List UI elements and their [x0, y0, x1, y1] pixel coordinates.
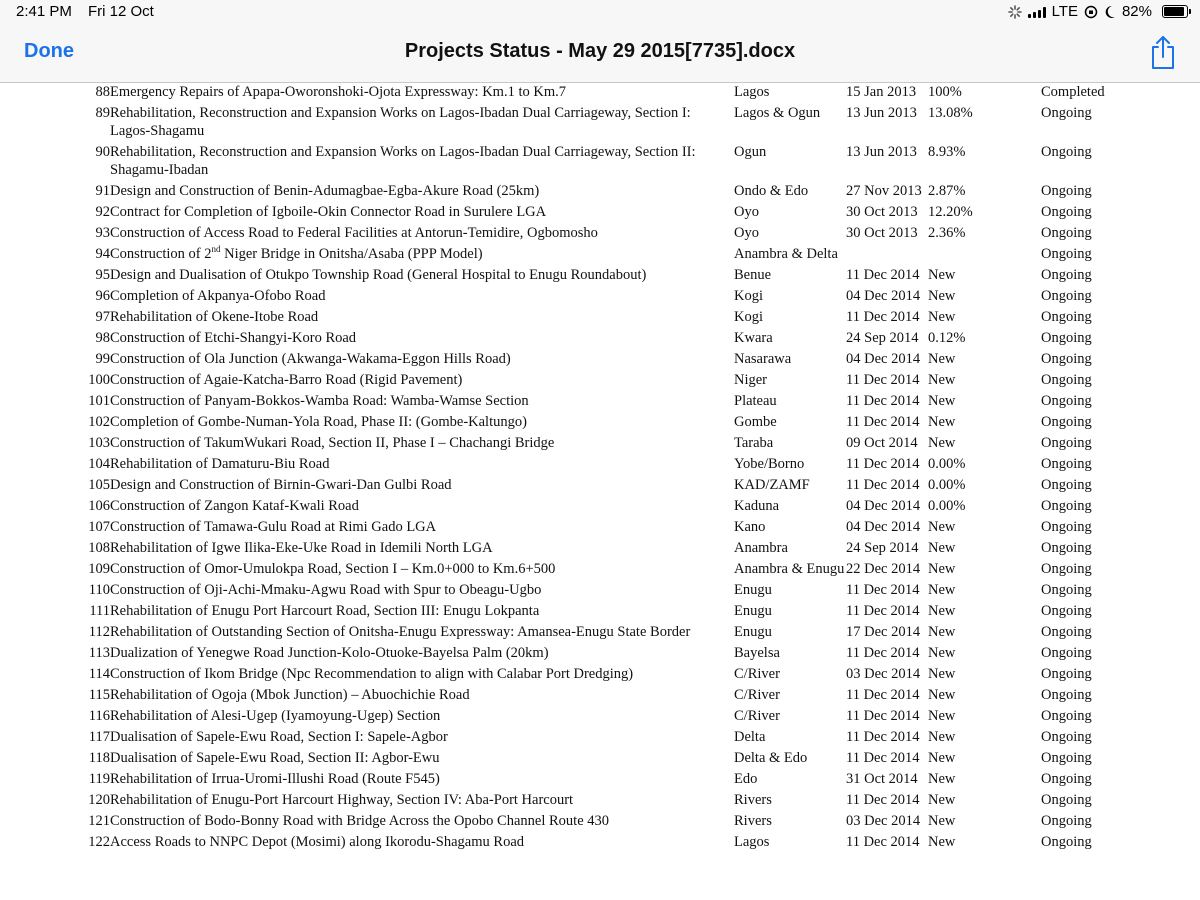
percent-complete: New	[928, 372, 956, 388]
award-date: 11 Dec 2014	[846, 393, 920, 409]
row-number: 107	[88, 519, 110, 535]
percent-complete: New	[928, 687, 956, 703]
table-row	[80, 434, 1161, 455]
award-date: 11 Dec 2014	[846, 729, 920, 745]
table-row	[80, 812, 1161, 833]
project-status: Ongoing	[1041, 288, 1092, 304]
project-state: Oyo	[734, 204, 759, 220]
project-state: KAD/ZAMF	[734, 477, 810, 493]
award-date: 11 Dec 2014	[846, 372, 920, 388]
row-number: 88	[95, 84, 110, 100]
project-name: Dualization of Yenegwe Road Junction-Kolo-Otuoke-Bayelsa Palm (20km)	[110, 645, 549, 661]
row-number: 112	[88, 624, 110, 640]
percent-complete: 0.00%	[928, 498, 966, 514]
project-state: C/River	[734, 666, 780, 682]
project-status: Ongoing	[1041, 183, 1092, 199]
project-name: Construction of Bodo-Bonny Road with Bridge Across the Opobo Channel Route 430	[110, 813, 610, 829]
project-status: Ongoing	[1041, 105, 1092, 121]
project-status: Ongoing	[1041, 204, 1092, 220]
award-date: 11 Dec 2014	[846, 687, 920, 703]
project-state: Benue	[734, 267, 772, 283]
status-indicators	[1008, 3, 1188, 20]
project-state: Bayelsa	[734, 645, 780, 661]
project-state: Lagos & Ogun	[734, 105, 821, 121]
table-row	[80, 350, 1161, 371]
percent-complete: 0.00%	[928, 477, 966, 493]
project-status: Ongoing	[1041, 540, 1092, 556]
project-name-text: Niger Bridge in Onitsha/Asaba (PPP Model)	[220, 246, 483, 262]
project-state: Gombe	[734, 414, 777, 430]
project-state: Enugu	[734, 624, 772, 640]
project-name: Construction of Panyam-Bokkos-Wamba Road: Wamba-Wamse Section	[110, 393, 529, 409]
table-row	[80, 581, 1161, 602]
percent-complete: 0.00%	[928, 456, 966, 472]
row-number: 116	[88, 708, 110, 724]
project-status: Ongoing	[1041, 687, 1092, 703]
project-status: Ongoing	[1041, 624, 1092, 640]
project-name: Access Roads to NNPC Depot (Mosimi) along Ikorodu-Shagamu Road	[110, 834, 525, 850]
award-date: 30 Oct 2013	[846, 225, 918, 241]
row-number: 102	[88, 414, 110, 430]
project-state: Kwara	[734, 330, 773, 346]
percent-complete: New	[928, 519, 956, 535]
percent-complete: New	[928, 834, 956, 850]
percent-complete: New	[928, 435, 956, 451]
award-date: 13 Jun 2013	[846, 144, 917, 160]
project-status: Ongoing	[1041, 435, 1092, 451]
project-status: Ongoing	[1041, 750, 1092, 766]
project-state: Lagos	[734, 834, 770, 850]
battery-icon	[1162, 5, 1188, 18]
project-name: Construction of Zangon Kataf-Kwali Road	[110, 498, 359, 514]
project-name-text: Construction of 2	[110, 246, 212, 262]
award-date: 22 Dec 2014	[846, 561, 921, 577]
table-row	[80, 686, 1161, 707]
table-row	[80, 245, 1161, 266]
award-date: 04 Dec 2014	[846, 351, 921, 367]
table-row	[80, 308, 1161, 329]
percent-complete: 100%	[928, 84, 962, 100]
project-name: Design and Dualisation of Otukpo Township Road (General Hospital to Enugu Roundabout)	[110, 267, 647, 283]
project-name: Rehabilitation of Enugu Port Harcourt Road, Section III: Enugu Lokpanta	[110, 603, 540, 619]
project-name: Construction of Oji-Achi-Mmaku-Agwu Road with Spur to Obeagu-Ugbo	[110, 582, 542, 598]
row-number: 95	[95, 267, 110, 283]
rotation-lock-icon	[1084, 5, 1098, 19]
project-name: Rehabilitation of Alesi-Ugep (Iyamoyung-Ugep) Section	[110, 708, 441, 724]
project-status: Ongoing	[1041, 771, 1092, 787]
percent-complete: 2.87%	[928, 183, 966, 199]
percent-complete: New	[928, 645, 956, 661]
project-state: Delta	[734, 729, 766, 745]
table-row	[80, 224, 1161, 245]
award-date: 24 Sep 2014	[846, 540, 919, 556]
project-name: Construction of TakumWukari Road, Section II, Phase I – Chachangi Bridge	[110, 435, 555, 451]
project-status: Ongoing	[1041, 813, 1092, 829]
signal-icon	[1028, 6, 1046, 18]
project-status: Completed	[1041, 84, 1105, 100]
project-state: Enugu	[734, 582, 772, 598]
percent-complete: New	[928, 582, 956, 598]
row-number: 118	[88, 750, 110, 766]
project-name: Rehabilitation of Enugu-Port Harcourt Highway, Section IV: Aba-Port Harcourt	[110, 792, 574, 808]
percent-complete: New	[928, 309, 956, 325]
project-status: Ongoing	[1041, 645, 1092, 661]
project-status: Ongoing	[1041, 792, 1092, 808]
percent-complete: New	[928, 267, 956, 283]
status-time: 2:41 PM	[16, 3, 72, 20]
project-state: Ogun	[734, 144, 767, 160]
table-row	[80, 413, 1161, 434]
percent-complete: New	[928, 603, 956, 619]
project-status: Ongoing	[1041, 267, 1092, 283]
percent-complete: New	[928, 792, 956, 808]
award-date: 24 Sep 2014	[846, 330, 919, 346]
table-row	[80, 266, 1161, 287]
table-row	[80, 749, 1161, 770]
award-date	[846, 245, 928, 266]
project-status: Ongoing	[1041, 330, 1092, 346]
loading-icon	[1008, 5, 1022, 19]
project-name: Rehabilitation, Reconstruction and Expansion Works on Lagos-Ibadan Dual Carriageway, Section I: Lagos-Shagamu	[110, 105, 691, 139]
project-name: Design and Construction of Birnin-Gwari-Dan Gulbi Road	[110, 477, 452, 493]
project-name: Rehabilitation, Reconstruction and Expansion Works on Lagos-Ibadan Dual Carriageway, Section II: Shagamu-Ibadan	[110, 144, 696, 178]
row-number: 120	[88, 792, 110, 808]
project-state: Kano	[734, 519, 766, 535]
project-status: Ongoing	[1041, 603, 1092, 619]
row-number: 122	[88, 834, 110, 850]
award-date: 13 Jun 2013	[846, 105, 917, 121]
row-number: 94	[95, 246, 110, 262]
project-state: Anambra & Delta	[734, 246, 838, 262]
project-name: Construction of Omor-Umulokpa Road, Section I – Km.0+000 to Km.6+500	[110, 561, 556, 577]
award-date: 15 Jan 2013	[846, 84, 917, 100]
percent-complete: New	[928, 351, 956, 367]
project-name	[110, 245, 734, 266]
table-row	[80, 371, 1161, 392]
award-date: 11 Dec 2014	[846, 582, 920, 598]
table-row	[80, 104, 1161, 143]
table-row	[80, 143, 1161, 182]
percent-complete: 12.20%	[928, 204, 973, 220]
row-number: 100	[88, 372, 110, 388]
percent-complete: New	[928, 813, 956, 829]
nav-bar	[0, 26, 1200, 83]
status-date: Fri 12 Oct	[88, 3, 154, 20]
project-status: Ongoing	[1041, 582, 1092, 598]
project-state: Anambra	[734, 540, 788, 556]
project-status: Ongoing	[1041, 477, 1092, 493]
table-row	[80, 665, 1161, 686]
share-icon[interactable]	[1148, 34, 1178, 70]
row-number: 101	[88, 393, 110, 409]
project-state: Edo	[734, 771, 758, 787]
done-button[interactable]: Done	[24, 40, 74, 62]
row-number: 89	[95, 105, 110, 121]
row-number: 92	[95, 204, 110, 220]
percent-complete: New	[928, 771, 956, 787]
row-number: 113	[88, 645, 110, 661]
award-date: 11 Dec 2014	[846, 414, 920, 430]
award-date: 17 Dec 2014	[846, 624, 921, 640]
row-number: 90	[95, 144, 110, 160]
project-status: Ongoing	[1041, 834, 1092, 850]
percent-complete: New	[928, 288, 956, 304]
award-date: 11 Dec 2014	[846, 750, 920, 766]
row-number: 117	[88, 729, 110, 745]
project-state: C/River	[734, 687, 780, 703]
award-date: 04 Dec 2014	[846, 519, 921, 535]
award-date: 03 Dec 2014	[846, 813, 921, 829]
award-date: 11 Dec 2014	[846, 792, 920, 808]
project-name: Rehabilitation of Irrua-Uromi-Illushi Road (Route F545)	[110, 771, 440, 787]
percent-complete	[928, 245, 1041, 266]
table-row	[80, 833, 1161, 854]
project-state: Enugu	[734, 603, 772, 619]
table-row	[80, 560, 1161, 581]
project-state: Kogi	[734, 309, 763, 325]
project-status: Ongoing	[1041, 729, 1092, 745]
project-name: Construction of Access Road to Federal Facilities at Antorun-Temidire, Ogbomosho	[110, 225, 598, 241]
project-state: Delta & Edo	[734, 750, 808, 766]
project-state: Kogi	[734, 288, 763, 304]
project-name: Dualisation of Sapele-Ewu Road, Section II: Agbor-Ewu	[110, 750, 440, 766]
award-date: 31 Oct 2014	[846, 771, 918, 787]
project-state: Kaduna	[734, 498, 780, 514]
table-row	[80, 518, 1161, 539]
row-number: 98	[95, 330, 110, 346]
project-name: Completion of Akpanya-Ofobo Road	[110, 288, 326, 304]
table-row	[80, 644, 1161, 665]
award-date: 11 Dec 2014	[846, 834, 920, 850]
award-date: 27 Nov 2013	[846, 183, 922, 199]
percent-complete: New	[928, 708, 956, 724]
project-state: Oyo	[734, 225, 759, 241]
table-row	[80, 203, 1161, 224]
project-status: Ongoing	[1041, 414, 1092, 430]
project-name: Rehabilitation of Outstanding Section of Onitsha-Enugu Expressway: Amansea-Enugu State Border	[110, 624, 691, 640]
table-row	[80, 497, 1161, 518]
award-date: 11 Dec 2014	[846, 477, 920, 493]
project-status: Ongoing	[1041, 708, 1092, 724]
award-date: 11 Dec 2014	[846, 309, 920, 325]
award-date: 30 Oct 2013	[846, 204, 918, 220]
award-date: 03 Dec 2014	[846, 666, 921, 682]
project-state: Anambra & Enugu	[734, 561, 845, 577]
award-date: 04 Dec 2014	[846, 498, 921, 514]
status-bar	[0, 0, 1200, 26]
row-number: 109	[88, 561, 110, 577]
percent-complete: 8.93%	[928, 144, 966, 160]
table-row	[80, 770, 1161, 791]
percent-complete: New	[928, 666, 956, 682]
row-number: 115	[88, 687, 110, 703]
project-name: Construction of Agaie-Katcha-Barro Road (Rigid Pavement)	[110, 372, 463, 388]
row-number: 111	[89, 603, 110, 619]
table-row	[80, 455, 1161, 476]
project-state: Lagos	[734, 84, 770, 100]
project-status: Ongoing	[1041, 225, 1092, 241]
row-number: 93	[95, 225, 110, 241]
row-number: 105	[88, 477, 110, 493]
row-number: 106	[88, 498, 110, 514]
row-number: 108	[88, 540, 110, 556]
percent-complete: New	[928, 729, 956, 745]
table-row	[80, 83, 1161, 104]
percent-complete: 2.36%	[928, 225, 966, 241]
award-date: 09 Oct 2014	[846, 435, 918, 451]
project-status: Ongoing	[1041, 144, 1092, 160]
project-state: Rivers	[734, 813, 772, 829]
carrier-label: LTE	[1051, 3, 1078, 20]
project-name: Dualisation of Sapele-Ewu Road, Section I: Sapele-Agbor	[110, 729, 448, 745]
project-status: Ongoing	[1041, 666, 1092, 682]
project-state: C/River	[734, 708, 780, 724]
project-status: Ongoing	[1041, 246, 1092, 262]
row-number: 110	[88, 582, 110, 598]
row-number: 103	[88, 435, 110, 451]
row-number: 114	[88, 666, 110, 682]
project-state: Rivers	[734, 792, 772, 808]
project-name: Construction of Etchi-Shangyi-Koro Road	[110, 330, 357, 346]
row-number: 96	[95, 288, 110, 304]
project-state: Ondo & Edo	[734, 183, 809, 199]
award-date: 11 Dec 2014	[846, 645, 920, 661]
table-row	[80, 791, 1161, 812]
percent-complete: New	[928, 540, 956, 556]
battery-percent: 82%	[1121, 3, 1152, 20]
project-state: Niger	[734, 372, 768, 388]
moon-icon	[1104, 5, 1116, 19]
project-name: Completion of Gombe-Numan-Yola Road, Phase II: (Gombe-Kaltungo)	[110, 414, 527, 430]
project-name: Rehabilitation of Ogoja (Mbok Junction) – Abuochichie Road	[110, 687, 470, 703]
table-row	[80, 392, 1161, 413]
project-status: Ongoing	[1041, 561, 1092, 577]
project-name: Construction of Ikom Bridge (Npc Recommendation to align with Calabar Port Dredging)	[110, 666, 634, 682]
project-status: Ongoing	[1041, 498, 1092, 514]
projects-table	[80, 83, 1161, 854]
percent-complete: New	[928, 561, 956, 577]
row-number: 119	[88, 771, 110, 787]
project-status: Ongoing	[1041, 456, 1092, 472]
percent-complete: New	[928, 624, 956, 640]
row-number: 97	[95, 309, 110, 325]
award-date: 11 Dec 2014	[846, 603, 920, 619]
projects-table-body	[80, 83, 1161, 854]
row-number: 104	[88, 456, 110, 472]
project-state: Taraba	[734, 435, 774, 451]
table-row	[80, 476, 1161, 497]
ordinal-suffix: nd	[211, 244, 221, 255]
award-date: 11 Dec 2014	[846, 456, 920, 472]
document-title: Projects Status - May 29 2015[7735].docx	[404, 40, 796, 62]
project-name: Rehabilitation of Okene-Itobe Road	[110, 309, 319, 325]
project-name: Emergency Repairs of Apapa-Oworonshoki-Ojota Expressway: Km.1 to Km.7	[110, 84, 566, 100]
percent-complete: New	[928, 750, 956, 766]
project-name: Construction of Tamawa-Gulu Road at Rimi Gado LGA	[110, 519, 437, 535]
table-row	[80, 602, 1161, 623]
document-content[interactable]	[0, 83, 1200, 900]
row-number: 91	[95, 183, 110, 199]
project-name: Rehabilitation of Damaturu-Biu Road	[110, 456, 330, 472]
row-number: 121	[88, 813, 110, 829]
project-status: Ongoing	[1041, 372, 1092, 388]
project-status: Ongoing	[1041, 309, 1092, 325]
table-row	[80, 539, 1161, 560]
project-name: Construction of Ola Junction (Akwanga-Wakama-Eggon Hills Road)	[110, 351, 511, 367]
project-status: Ongoing	[1041, 351, 1092, 367]
award-date: 04 Dec 2014	[846, 288, 921, 304]
table-row	[80, 182, 1161, 203]
row-number: 99	[95, 351, 110, 367]
award-date: 11 Dec 2014	[846, 267, 920, 283]
percent-complete: New	[928, 414, 956, 430]
table-row	[80, 728, 1161, 749]
project-name: Design and Construction of Benin-Adumagbae-Egba-Akure Road (25km)	[110, 183, 540, 199]
project-state: Yobe/Borno	[734, 456, 805, 472]
project-status: Ongoing	[1041, 393, 1092, 409]
table-row	[80, 329, 1161, 350]
project-state: Nasarawa	[734, 351, 792, 367]
project-name: Rehabilitation of Igwe Ilika-Eke-Uke Road in Idemili North LGA	[110, 540, 493, 556]
table-row	[80, 707, 1161, 728]
percent-complete: New	[928, 393, 956, 409]
project-name: Contract for Completion of Igboile-Okin Connector Road in Surulere LGA	[110, 204, 547, 220]
award-date: 11 Dec 2014	[846, 708, 920, 724]
table-row	[80, 287, 1161, 308]
project-state: Plateau	[734, 393, 777, 409]
project-status: Ongoing	[1041, 519, 1092, 535]
percent-complete: 13.08%	[928, 105, 973, 121]
table-row	[80, 623, 1161, 644]
percent-complete: 0.12%	[928, 330, 966, 346]
